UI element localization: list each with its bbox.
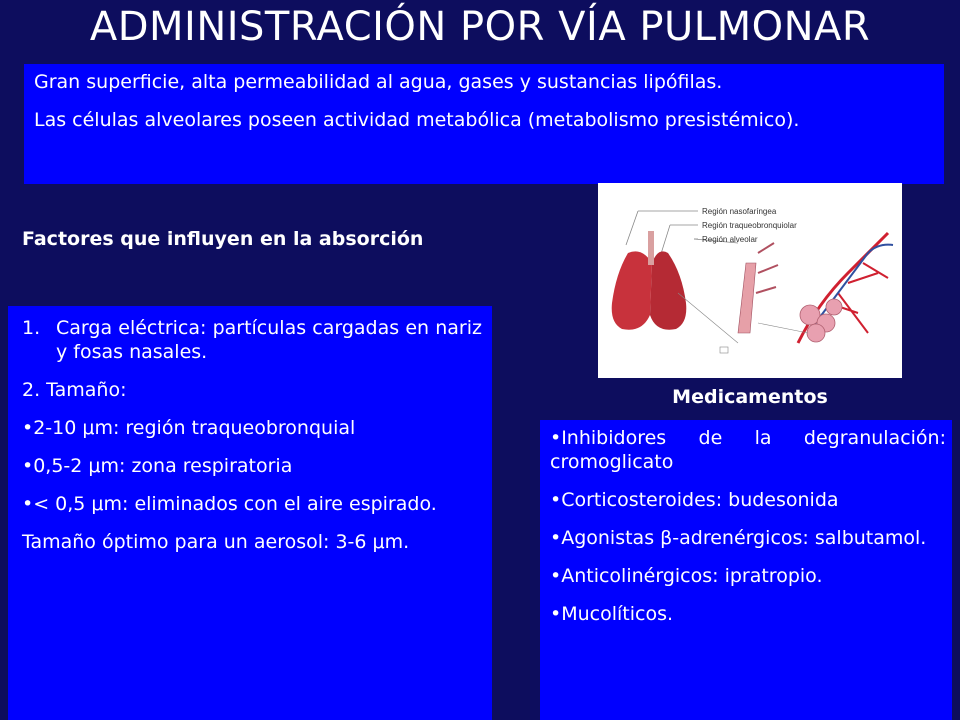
factor-item-size: 2. Tamaño: — [22, 379, 127, 401]
med-item-anticholinergics: •Anticolinérgicos: ipratropio. — [550, 565, 823, 587]
label-alveolar: Región alveolar — [702, 235, 758, 244]
factor-item-charge — [22, 316, 482, 364]
intro-box — [24, 64, 944, 184]
factor-item-text: Carga eléctrica: partículas cargadas en nariz y fosas nasales. — [56, 317, 482, 363]
label-tracheobronchiolar: Región traqueobronquiolar — [702, 221, 797, 230]
alveoli-cluster — [807, 324, 825, 342]
bronchiole-shape — [738, 263, 756, 333]
size-bullet-respiratory: •0,5-2 μm: zona respiratoria — [22, 455, 293, 477]
med-item-degranulation-inhibitors: •Inhibidores de la degranulación: cromoglicato — [550, 427, 946, 473]
respiratory-regions-figure — [598, 183, 902, 378]
size-bullet-exhaled: •< 0,5 μm: eliminados con el aire espirado. — [22, 493, 437, 515]
trachea-shape — [648, 231, 654, 265]
optimal-aerosol-size: Tamaño óptimo para un aerosol: 3-6 μm. — [22, 531, 410, 553]
respiratory-illustration — [598, 183, 902, 378]
right-lung-shape — [650, 251, 686, 329]
med-item-corticosteroids: •Corticosteroides: budesonida — [550, 489, 839, 511]
factors-box — [8, 306, 492, 720]
slide-title: ADMINISTRACIÓN POR VÍA PULMONAR — [89, 4, 871, 50]
factor-item-number: 1. — [22, 317, 41, 339]
med-item-beta-agonists: •Agonistas β-adrenérgicos: salbutamol. — [550, 527, 927, 549]
left-lung-shape — [612, 251, 652, 329]
label-nasopharyngeal: Región nasofaríngea — [702, 207, 777, 216]
intro-paragraph-surface: Gran superficie, alta permeabilidad al agua, gases y sustancias lipófilas. — [34, 71, 723, 93]
size-bullet-tracheobronchial: •2-10 μm: región traqueobronquial — [22, 417, 356, 439]
factors-heading: Factores que influyen en la absorción — [22, 228, 424, 250]
med-item-mucolytics: •Mucolíticos. — [550, 603, 674, 625]
intro-paragraph-metabolism: Las células alveolares poseen actividad metabólica (metabolismo presistémico). — [34, 109, 800, 131]
medications-box — [540, 420, 952, 720]
medications-heading: Medicamentos — [672, 386, 828, 408]
